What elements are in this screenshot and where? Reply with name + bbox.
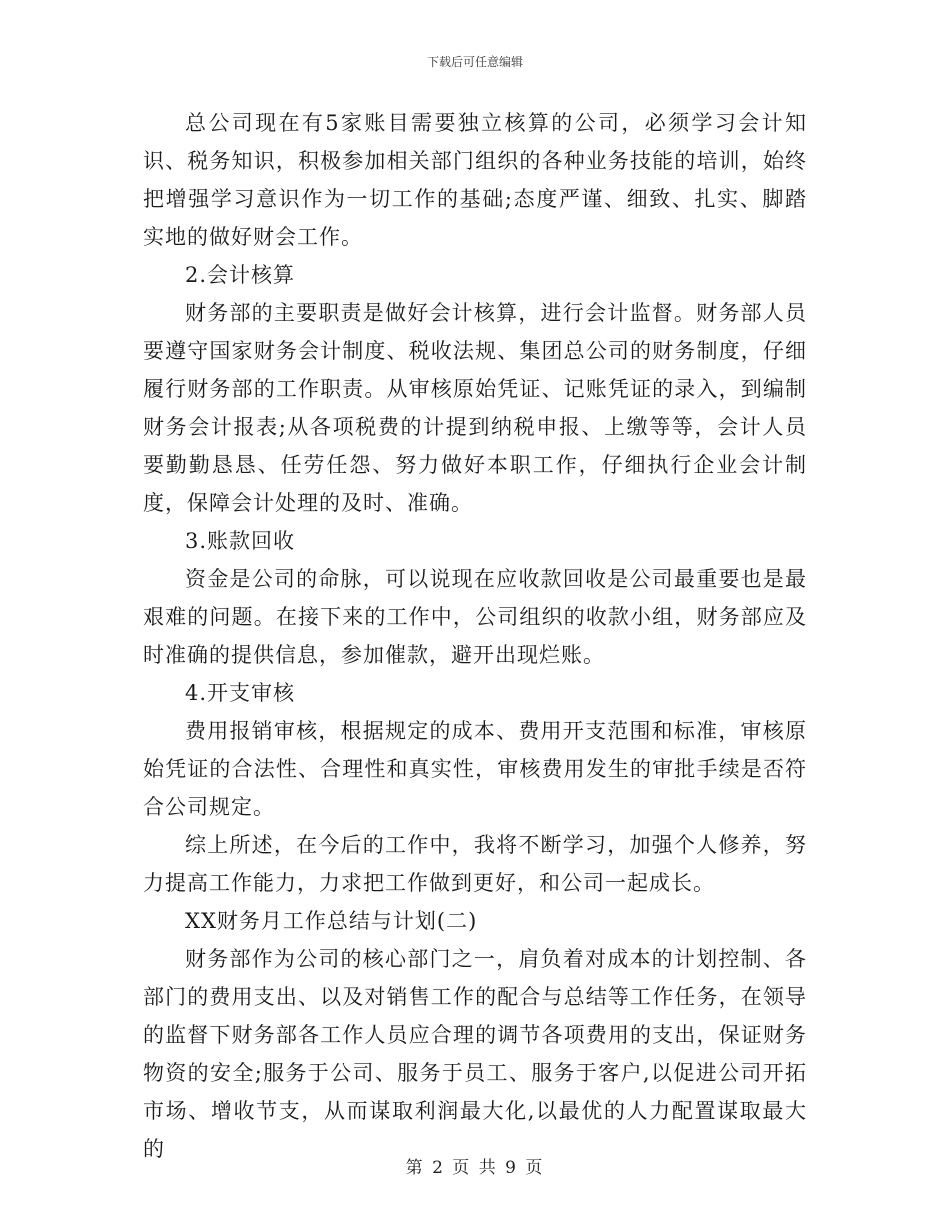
section-heading: 3.账款回收 (185, 529, 296, 553)
page-header: 下载后可任意编辑 (426, 55, 523, 69)
section-heading: 2.会计核算 (185, 263, 296, 287)
page-footer: 第 2 页 共 9 页 (405, 1158, 545, 1178)
paragraph: 财务部的主要职责是做好会计核算，进行会计监督。财务部人员要遵守国家财务会计制度、税收法规、集团总公司的财务制度，仔细履行财务部的工作职责。从审核原始凭证、记账凭证的录入，到编制财务会计报表;从各项税费的计提到纳税申报、上缴等等，会计人员要勤勤恳恳、任劳任怨、努力做好本职工作，仔细执行企业会计制度，保障会计处理的及时、准确。 (143, 301, 807, 515)
section-heading: XX财务月工作总结与计划(二) (185, 909, 478, 933)
paragraph: 资金是公司的命脉，可以说现在应收款回收是公司最重要也是最艰难的问题。在接下来的工作中，公司组织的收款小组，财务部应及时准确的提供信息，参加催款，避开出现烂账。 (143, 567, 807, 667)
document-body (143, 104, 807, 1168)
paragraph: 费用报销审核，根据规定的成本、费用开支范围和标准，审核原始凭证的合法性、合理性和真实性，审核费用发生的审批手续是否符合公司规定。 (143, 719, 807, 819)
paragraph: 总公司现在有5家账目需要独立核算的公司，必须学习会计知识、税务知识，积极参加相关部门组织的各种业务技能的培训，始终把增强学习意识作为一切工作的基础;态度严谨、细致、扎实、脚踏实地的做好财会工作。 (143, 111, 807, 249)
paragraph: 财务部作为公司的核心部门之一，肩负着对成本的计划控制、各部门的费用支出、以及对销售工作的配合与总结等工作任务，在领导的监督下财务部各工作人员应合理的调节各项费用的支出，保证财务物资的安全;服务于公司、服务于员工、服务于客户,以促进公司开拓市场、增收节支，从而谋取利润最大化,以最优的人力配置谋取最大的 (143, 947, 807, 1161)
paragraph: 综上所述，在今后的工作中，我将不断学习，加强个人修养，努力提高工作能力，力求把工作做到更好，和公司一起成长。 (143, 833, 807, 895)
section-heading: 4.开支审核 (185, 681, 296, 705)
